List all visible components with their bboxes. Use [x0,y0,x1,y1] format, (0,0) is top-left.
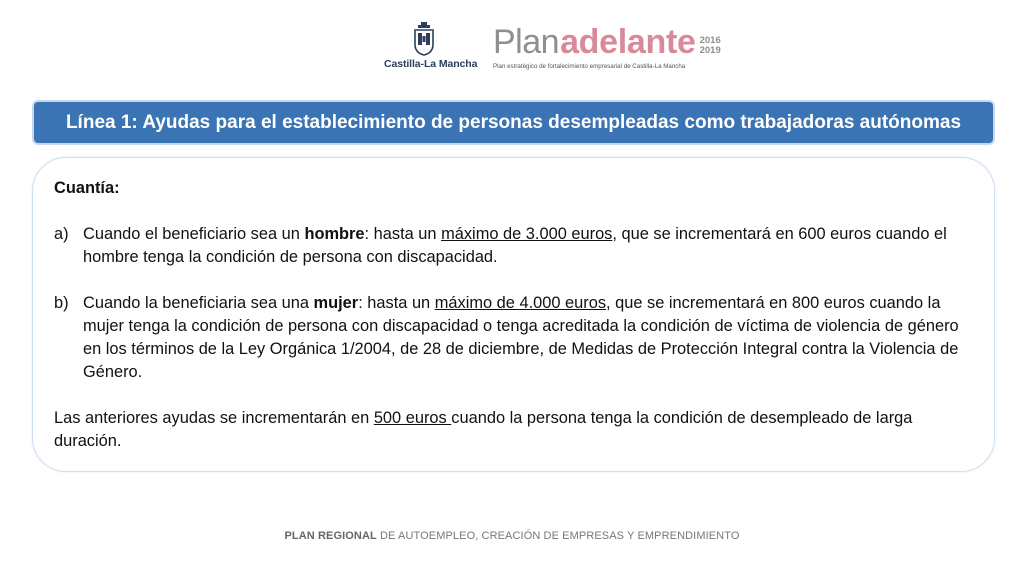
plan-subtitle: Plan estratégico de fortalecimiento empresarial de Castilla-La Mancha [493,63,686,70]
text-run: Las anteriores ayudas se incrementarán en [54,409,374,427]
bold-text: hombre [304,225,365,243]
list-item-b [54,292,974,384]
plan-adelante-logo [493,24,733,76]
slide-title-bar [32,100,995,145]
castilla-la-mancha-logo [384,22,478,78]
underlined-amount: 500 euros [373,409,452,427]
plan-year-start: 2016 [699,35,721,46]
underlined-amount: máximo de 4.000 euros [434,294,607,312]
slide-title: Línea 1: Ayudas para el establecimiento de personas desempleadas como trabajadoras autónomas [65,111,962,133]
text-run: Cuando el beneficiario sea un [83,225,305,243]
text-run: , que se incrementará en 600 euros cuando el hombre tenga la condición de persona con discapacidad. [83,225,947,266]
closing-paragraph [54,407,974,453]
plan-brand: adelante [560,23,696,61]
list-item-a [54,223,974,269]
list-marker: a) [54,225,69,243]
coat-of-arms-icon [413,22,435,56]
footer-bold: PLAN REGIONAL [284,530,377,542]
text-run: cuando la persona tenga la condición de desempleado de larga duración. [54,409,913,450]
text-run: : hasta un [358,294,435,312]
list-item-text [83,223,974,269]
footer [0,530,1024,542]
list-marker: b) [54,294,69,312]
text-run: : hasta un [364,225,442,243]
text-run: Cuando la beneficiaria sea una [83,294,314,312]
plan-word: Plan [493,23,560,61]
footer-rest: DE AUTOEMPLEO, CREACIÓN DE EMPRESAS Y EMPRENDIMIENTO [376,530,740,542]
content-body [54,177,974,453]
clm-logo-text: Castilla-La Mancha [384,58,478,70]
plan-years [700,36,721,56]
content-heading: Cuantía: [54,179,120,197]
list-item-text [83,292,974,384]
text-run: , que se incrementará en 800 euros cuando la mujer tenga la condición de persona con discapacidad o tenga acreditada la condición de víctima de violencia de género en los términos de la Ley Orgánica 1/2004, de 28 de diciembre, de Medidas de Protección Integral contra la Violencia de Género. [83,294,959,381]
underlined-amount: máximo de 3.000 euros [441,225,613,243]
bold-text: mujer [313,294,359,312]
plan-year-end: 2019 [699,45,721,56]
